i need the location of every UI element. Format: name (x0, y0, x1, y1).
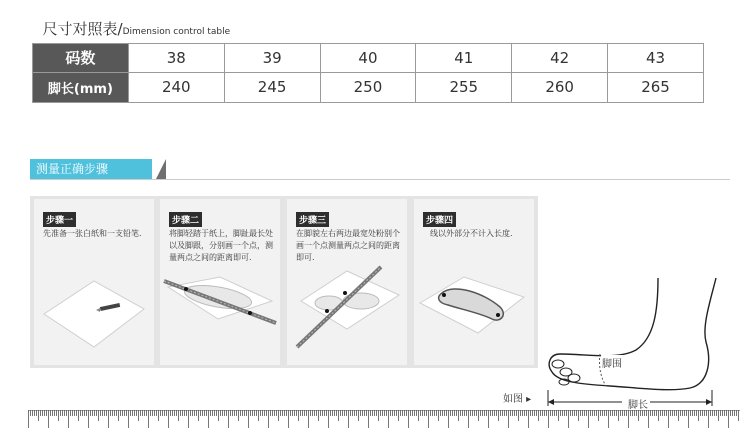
length-cell: 265 (608, 72, 704, 102)
foot-diagram (540, 272, 730, 412)
section-divider (30, 179, 730, 180)
size-row-header: 码数 (33, 43, 129, 72)
example-label: 如图 ▸ (503, 394, 532, 405)
banner-stripe (156, 159, 166, 179)
size-cell: 39 (224, 43, 320, 72)
foot-girth-label: 脚围 (601, 355, 623, 370)
step-card-4 (414, 199, 534, 365)
foot-length-label: 脚长 (626, 396, 650, 411)
size-cell: 40 (320, 43, 416, 72)
foot-width-illustration (287, 259, 407, 359)
step-description: 将脚轻踏于纸上，脚趾最长处以及脚跟，分别画一个点，测量两点之间的距离即可. (169, 229, 273, 262)
size-table-title (33, 15, 704, 43)
step-tag: 步骤三 (296, 212, 329, 227)
length-cell: 250 (320, 72, 416, 102)
length-cell: 245 (224, 72, 320, 102)
size-cell: 41 (416, 43, 512, 72)
foot-outline-illustration (414, 259, 534, 359)
step-card-3 (287, 199, 407, 365)
size-table-title-row (33, 15, 704, 43)
step-tag: 步骤四 (423, 212, 456, 227)
paper-pencil-illustration (34, 259, 154, 359)
length-row-header: 脚长(mm) (33, 72, 129, 102)
step-tag: 步骤二 (169, 212, 202, 227)
step-description: 在脚貌左右两边最宽处粉别个画一个点测量两点之间的距离即可. (296, 229, 400, 262)
measuring-ruler (28, 410, 740, 432)
size-cell: 43 (608, 43, 704, 72)
size-table-subtitle: Dimension control table (122, 27, 231, 38)
step-description: 先准备一张白纸和一支铅笔. (43, 229, 142, 238)
length-row (33, 72, 704, 102)
length-cell: 240 (128, 72, 224, 102)
step-card-1 (34, 199, 154, 365)
length-cell: 255 (416, 72, 512, 102)
foot-length-illustration (160, 259, 280, 359)
step-card-2 (160, 199, 280, 365)
length-cell: 260 (512, 72, 608, 102)
size-row (33, 43, 704, 72)
size-table-title-text: 尺寸对照表/ (42, 20, 123, 39)
size-table (32, 15, 704, 103)
step-tag: 步骤一 (43, 212, 76, 227)
size-cell: 42 (512, 43, 608, 72)
size-cell: 38 (128, 43, 224, 72)
step-description: 线以外部分不计入长度. (430, 229, 513, 238)
section-title: 测量正确步骤 (30, 159, 152, 179)
